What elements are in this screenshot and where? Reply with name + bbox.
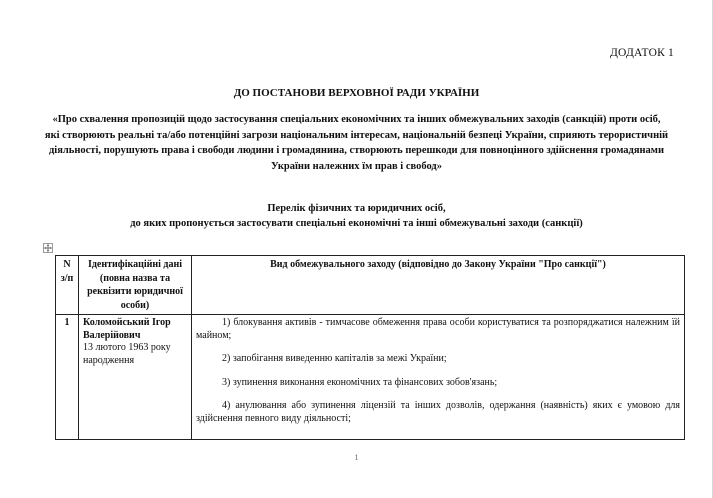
table-row bbox=[56, 315, 685, 440]
measure-item: 3) зупинення виконання економічних та фінансових зобов'язань; bbox=[222, 376, 498, 388]
measure-item: 1) блокування активів - тимчасове обмеження права особи користуватися та розпоряджатися належним їй майном; bbox=[196, 317, 680, 341]
table-header-row bbox=[56, 256, 685, 315]
list-title-line-2: до яких пропонується застосувати спеціальні економічні та інші обмежувальні заходи (санкції) bbox=[130, 218, 583, 229]
move-arrows-icon bbox=[44, 244, 52, 252]
appendix-label: ДОДАТОК 1 bbox=[610, 47, 674, 59]
list-title bbox=[44, 201, 669, 231]
sanctions-table bbox=[55, 255, 685, 440]
resolution-subject: «Про схвалення пропозицій щодо застосування спеціальних економічних та інших обмежувальних заходів (санкцій) проти осіб, які створюють реальні та/або потенційні загрози національним інтересам, національній безпеці України, сприяють терористичній діяльності, порушують права і свободи людини і громадянина, створюють перешкоди для повноцінного здійснення громадянами України належних їм прав і свобод» bbox=[44, 114, 669, 172]
document-title: ДО ПОСТАНОВИ ВЕРХОВНОЇ РАДИ УКРАЇНИ bbox=[233, 87, 480, 99]
measure-item: 4) анулювання або зупинення ліцензій та інших дозволів, одержання (наявність) яких є умовою для здійснення певного виду діяльності; bbox=[196, 400, 680, 424]
header-measure: Вид обмежувального заходу (відповідно до Закону України "Про санкції") bbox=[192, 256, 685, 315]
person-identification bbox=[79, 315, 192, 440]
page-number: 1 bbox=[354, 453, 359, 462]
header-identification: Ідентифікаційні дані (повна назва та реквізити юридичної особи) bbox=[79, 256, 192, 315]
table-move-handle[interactable] bbox=[43, 243, 53, 253]
measures-cell bbox=[192, 315, 685, 440]
row-number: 1 bbox=[56, 315, 79, 440]
person-name: Коломойський Ігор Валерійович bbox=[83, 317, 171, 341]
measure-item: 2) запобігання виведенню капіталів за межі України; bbox=[222, 353, 447, 364]
person-birth-date: 13 лютого 1963 року народження bbox=[83, 342, 171, 366]
header-number: N з/п bbox=[56, 256, 79, 315]
list-title-line-1: Перелік фізичних та юридичних осіб, bbox=[267, 203, 446, 214]
